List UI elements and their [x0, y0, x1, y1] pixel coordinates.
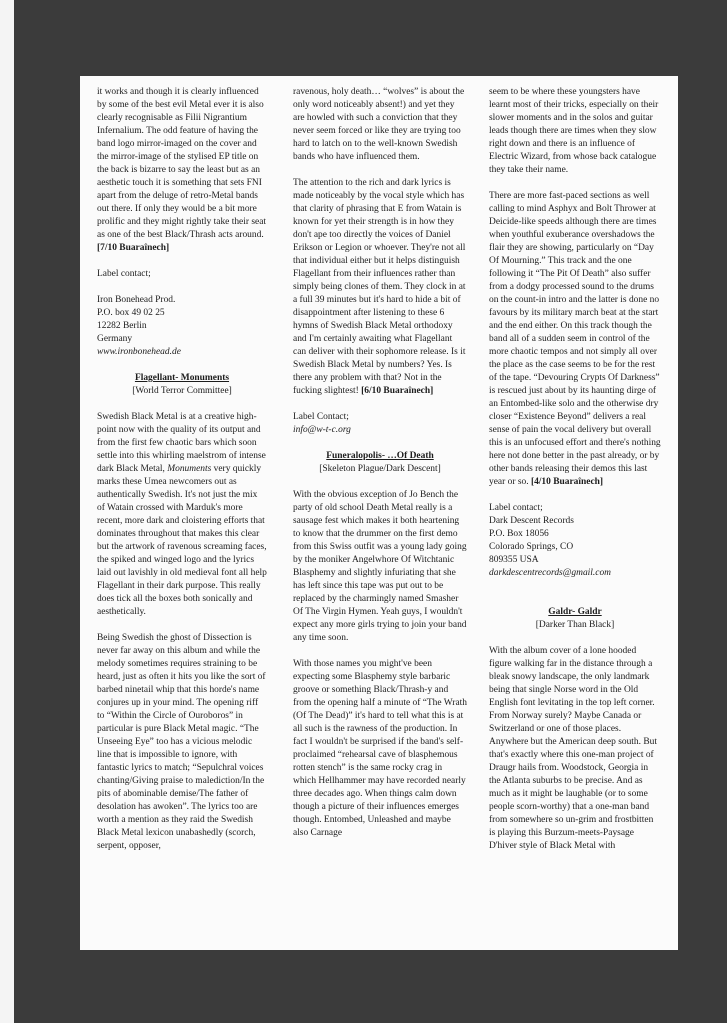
review-title: Galdr- Galdr: [548, 607, 602, 617]
review-header: [293, 450, 467, 476]
review-header: [97, 372, 267, 398]
review-paragraph: There are more fast-paced sections as well calling to mind Asphyx and Bolt Thrower at Deicide-like speeds although there are times when youthful exuberance overshadows the flair they are showing, particularly on “Day Of Mourning.” This track and the one following it “The Pit Of Death” also suffer from a dodgy processed sound to the drums on the count-in intro and the latter is done no favours by its military march beat at the start and the end either. On this track though the band all of a sudden seem in control of the more chaotic tempos and not simply all over the place as the case seems to be for the rest of the tape. “Devouring Crypts Of Darkness” is rescued just about by its haunting dirge of an Entombed-like solo and the otherwise dry closer “Existence Beyond” delivers a real sense of pain the vocal delivery but overall this is an unfocused effort and there's nothing here not done better in the past already, or by other bands releasing their demos this last year or so. [4/10 Buaraînech]: [489, 191, 661, 487]
address-line: Dark Descent Records: [489, 516, 574, 526]
scanner-edge: [0, 0, 14, 1023]
review-rating: [6/10 Buaraînech]: [361, 386, 434, 396]
label-address: [489, 502, 661, 580]
magazine-page: [80, 76, 678, 950]
review-paragraph: ravenous, holy death… “wolves” is about the only word noticeably absent!) and yet they are howled with such a conviction that they never seem forced or like they are trying too hard to latch on to the well-known Swedish bands who have influenced them.: [293, 87, 465, 162]
column-left: [97, 86, 267, 866]
address-line: P.O. Box 18056: [489, 529, 549, 539]
address-line: P.O. box 49 02 25: [97, 308, 165, 318]
review-paragraph: Swedish Black Metal is at a creative high-point now with the quality of its output and from the first few chaotic bars which soon settle into this whirling maelstrom of intense dark Black Metal, Monuments very quickly marks these Umea newcomers out as authentically Swedish. It's not just the mix of Watain crossed with Marduk's more recent, more dark and cloistering efforts that dominates throughout that makes this clear but the artwork of ravenous screaming faces, the spiked and winged logo and the lyrics laid out lavishly in old medieval font all help Flagellant in their dark purpose. This really does tick all the boxes both sonically and aesthetically.: [97, 412, 267, 617]
column-right: [489, 86, 661, 866]
review-label: [Skeleton Plague/Dark Descent]: [319, 464, 441, 474]
review-paragraph: seem to be where these youngsters have learnt most of their tricks, especially on their slower moments and in the solos and guitar leads though there are times when they slow right down and there is an influence of Electric Wizard, from whose back catalogue they take their name.: [489, 87, 659, 175]
label-contact-heading: Label contact;: [489, 503, 543, 513]
album-title: Monuments: [167, 464, 212, 474]
review-label: [World Terror Committee]: [132, 386, 232, 396]
label-email: darkdescentrecords@gmail.com: [489, 568, 611, 578]
review-title: Flagellant- Monuments: [134, 373, 230, 383]
review-paragraph: With the album cover of a lone hooded figure walking far in the distance through a bleak snowy landscape, the only landmark being that single Norse word in the Old English font levitating in the top left corner. From Norway surely? Maybe Canada or Switzerland or one of those places. Anywhere but the American deep south. But that's exactly where this one-man project of Draugr hails from. Woodstock, Georgia in the Atlanta suburbs to be precise. And as much as it might be laughable (or to some people scorn-worthy) that a one-man band from somewhere so un-grim and frostbitten is playing this Burzum-meets-Paysage D'hiver style of Black Metal with: [489, 646, 657, 851]
review-paragraph: it works and though it is clearly influenced by some of the best evil Metal ever it is also clearly recognisable as Filii Nigrantium Infernalium. The odd feature of having the band logo mirror-imaged on the cover and the mirror-image of the stylised EP title on the back is bizarre to say the least but as an aesthetic touch it is something that sets FNI apart from the deluge of retro-Metal bands out there. If only they would be a bit more prolific and they might rightly take their seat as one of the best Black/Thrash acts around. [7/10 Buaraînech]: [97, 87, 267, 253]
label-contact-heading: Label contact;: [97, 269, 151, 279]
address-line: 809355 USA: [489, 555, 539, 565]
address-line: Iron Bonehead Prod.: [97, 295, 176, 305]
label-address: [97, 294, 267, 359]
review-paragraph: The attention to the rich and dark lyrics is made noticeably by the vocal style which has that clarity of phrasing that E from Watain is known for yet their strength is in how they don't ape too directly the voices of Daniel Erikson or Legion or whoever. They're not all that individual either but it helps distinguish Flagellant from their influences rather than simply being clones of them. They clock in at a full 39 minutes but it's hard to hide a bit of disappointment after listening to these 6 hymns of Swedish Black Metal orthodoxy and I'm certainly awaiting what Flagellant can deliver with their sophomore release. Is it Swedish Black Metal by numbers? Yes. Is there any problem with that? Not in the fucking slightest! [6/10 Buaraînech]: [293, 178, 466, 396]
column-middle: [293, 86, 467, 853]
review-header: [489, 606, 661, 632]
label-email: info@w-t-c.org: [293, 425, 351, 435]
review-paragraph: With those names you might've been expecting some Blasphemy style barbaric groove or something Black/Thrash-y and from the opening half a minute of “The Wrath (Of The Dead)” it's hard to tell what this is at all such is the rawness of the production. In fact I wouldn't be surprised if the band's self-proclaimed “rehearsal cave of blasphemous rotten stench” is the same rocky crag in which Hellhammer may have recorded nearly three decades ago. When things calm down though a picture of their influences emerges though. Entombed, Unleashed and maybe also Carnage: [293, 659, 467, 838]
review-rating: [4/10 Buaraînech]: [530, 477, 604, 487]
review-paragraph: With the obvious exception of Jo Bench the party of old school Death Metal really is a sausage fest which makes it both heartening to know that the drummer on the first demo from this Swiss outfit was a young lady going by the moniker Angelwhore Of Witchtanic Blasphemy and slightly infuriating that she has left since this tape was put out to be replaced by the charmingly named Smasher Of The Virgin Hymen. Yeah guys, I wouldn't expect any more girls trying to join your band any time soon.: [293, 490, 467, 643]
address-line: 12282 Berlin: [97, 321, 147, 331]
label-contact-heading: Label Contact;: [293, 412, 349, 422]
label-url: www.ironbonehead.de: [97, 347, 181, 357]
address-line: Colorado Springs, CO: [489, 542, 574, 552]
label-address: [293, 411, 467, 437]
review-label: [Darker Than Black]: [535, 620, 615, 630]
review-rating: [7/10 Buaraînech]: [97, 243, 170, 253]
address-line: Germany: [97, 334, 133, 344]
review-paragraph: Being Swedish the ghost of Dissection is never far away on this album and while the melody sometimes requires straining to be heard, just as often it hits you like the sort of barbed ninetail whip that this horde's name conjures up in your mind. The opening riff to “Within the Circle of Ouroboros” in particular is pure Black Metal magic. “The Unseeing Eye” too has a vicious melodic line that is impossible to ignore, with fantastic lyrics to match; “Sepulchral voices chanting/Giving praise to malediction/In the pits of abominable demise/The father of desolation has awoken”. The lyrics too are worth a mention as they raid the Swedish Black Metal lexicon unabashedly (scorch, serpent, opposer,: [97, 633, 266, 851]
review-title: Funeralopolis- …Of Death: [326, 451, 434, 461]
